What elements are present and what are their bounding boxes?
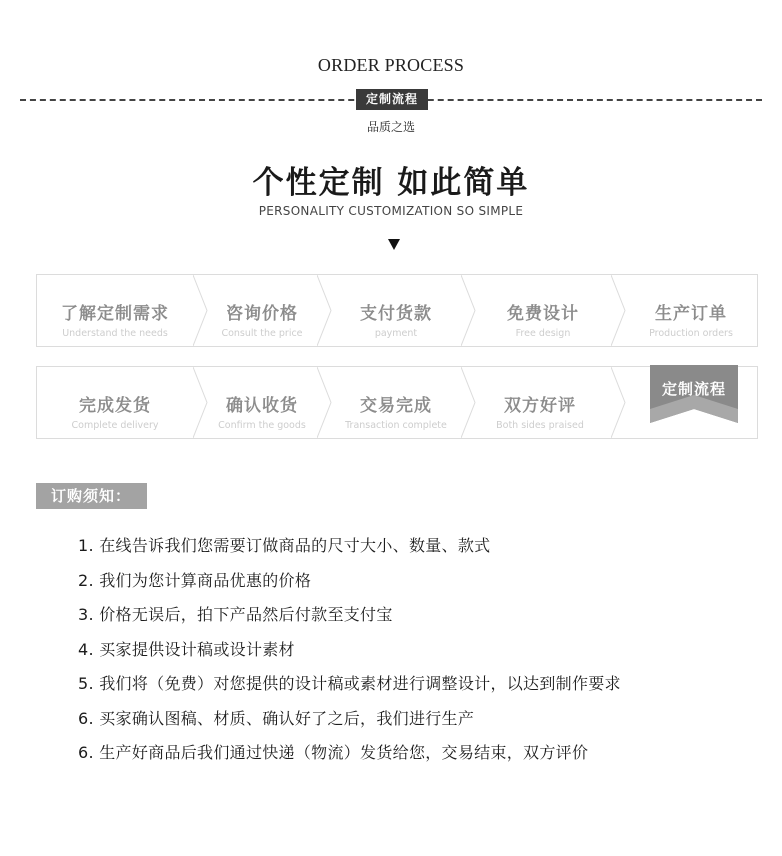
step-free-design [475, 275, 611, 346]
step-confirm-goods [207, 367, 317, 438]
step-label: 了解定制需求 [61, 304, 169, 324]
step-transaction-complete [331, 367, 461, 438]
order-process-title: ORDER PROCESS [317, 55, 465, 75]
step-both-praised [475, 367, 605, 438]
step-sublabel: Production orders [649, 328, 733, 339]
step-complete-delivery [37, 367, 193, 438]
step-label: 生产订单 [655, 304, 727, 324]
step-payment [331, 275, 461, 346]
list-item: 6. 生产好商品后我们通过快递（物流）发货给您，交易结束，双方评价 [78, 743, 589, 762]
step-label: 免费设计 [507, 304, 579, 324]
quality-caption: 品质之选 [366, 120, 415, 134]
order-notice-tag: 订购须知： [36, 483, 147, 509]
chevron-right-icon [611, 367, 633, 438]
step-sublabel: Free design [515, 328, 571, 339]
step-label: 双方好评 [504, 396, 576, 416]
step-sublabel: payment [374, 328, 418, 339]
step-label: 完成发货 [79, 396, 151, 416]
ribbon-label: 定制流程 [661, 380, 726, 398]
step-understand-needs [37, 275, 193, 346]
step-label: 咨询价格 [226, 304, 298, 324]
step-sublabel: Complete delivery [71, 420, 159, 431]
list-item: 5. 我们将（免费）对您提供的设计稿或素材进行调整设计，以达到制作要求 [78, 674, 621, 693]
step-sublabel: Transaction complete [345, 420, 447, 431]
main-subheading: PERSONALITY CUSTOMIZATION SO SIMPLE [258, 204, 524, 218]
step-label: 确认收货 [226, 396, 298, 416]
order-notice-list [78, 536, 758, 778]
list-item: 2. 我们为您计算商品优惠的价格 [78, 570, 312, 590]
step-sublabel: Confirm the goods [218, 420, 306, 431]
step-sublabel: Consult the price [221, 328, 303, 339]
step-label: 支付货款 [360, 304, 432, 324]
step-production-orders [625, 275, 757, 346]
down-arrow-icon [388, 239, 400, 250]
step-sublabel: Understand the needs [62, 328, 168, 339]
step-sublabel: Both sides praised [496, 420, 584, 431]
list-item: 3. 价格无误后，拍下产品然后付款至支付宝 [78, 605, 393, 624]
process-steps-row-1 [36, 274, 758, 347]
process-badge: 定制流程 [356, 89, 428, 110]
list-item: 6. 买家确认图稿、材质、确认好了之后，我们进行生产 [78, 708, 475, 728]
main-heading: 个性定制 如此简单 [252, 165, 530, 201]
step-consult-price [207, 275, 317, 346]
list-item: 1. 在线告诉我们您需要订做商品的尺寸大小、数量、款式 [78, 536, 491, 555]
step-label: 交易完成 [360, 396, 432, 416]
list-item: 4. 买家提供设计稿或设计素材 [78, 639, 295, 659]
